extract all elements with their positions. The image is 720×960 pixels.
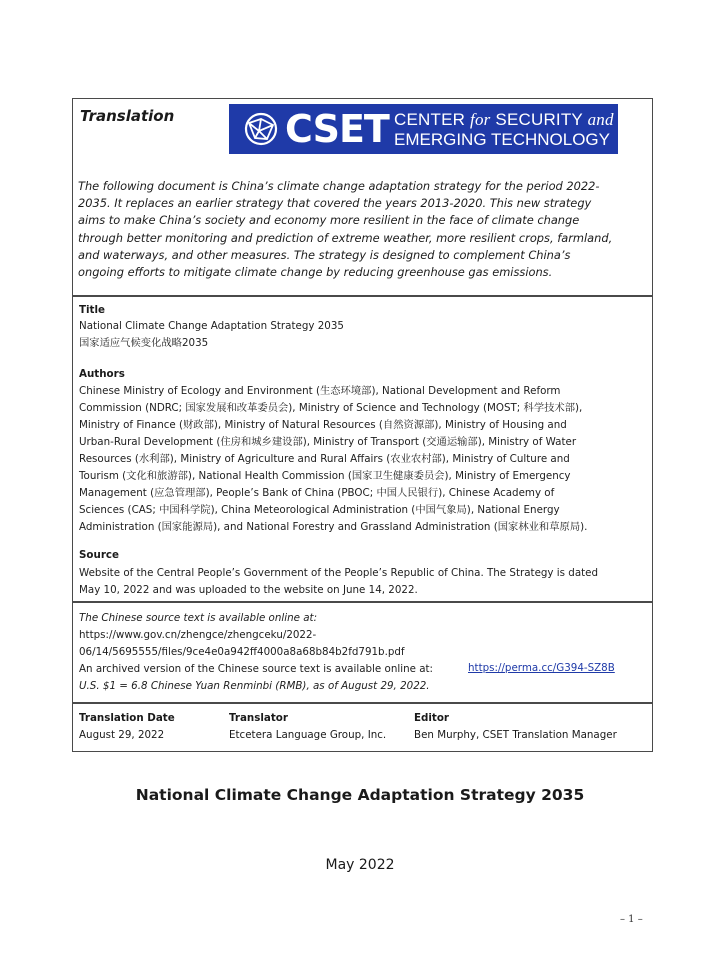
source-line: Website of the Central People’s Government of the People’s Republic of China. The Strategy is dated — [79, 567, 599, 579]
editor-label: Editor — [414, 712, 450, 724]
exchange-rate-note: U.S. $1 = 6.8 Chinese Yuan Renminbi (RMB), as of August 29, 2022. — [79, 680, 430, 692]
cset-logo — [229, 104, 618, 154]
translation-label: Translation — [80, 107, 175, 125]
logo-line-1: CENTER for SECURITY and — [394, 110, 614, 129]
intro-line: 2035. It replaces an earlier strategy that covered the years 2013-2020. This new strategy — [78, 196, 592, 211]
translation-date-label: Translation Date — [79, 712, 175, 724]
title-chinese: 国家适应气候变化战略2035 — [79, 337, 209, 349]
authors-heading: Authors — [79, 368, 125, 380]
authors-line: Commission (NDRC; 国家发展和改革委员会), Ministry of Science and Technology (MOST; 科学技术部), — [79, 402, 583, 414]
intro-line: The following document is China’s climate change adaptation strategy for the period 2022- — [78, 179, 600, 193]
intro-line: ongoing efforts to mitigate climate change by reducing greenhouse gas emissions. — [78, 265, 553, 280]
authors-line: Resources (水利部), Ministry of Agriculture and Rural Affairs (农业农村部), Ministry of Culture and — [79, 453, 570, 465]
logo-acronym: CSET — [285, 107, 389, 151]
intro-paragraph — [78, 178, 648, 281]
source-availability-note: The Chinese source text is available online at: — [79, 612, 318, 624]
title-heading: Title — [79, 304, 105, 316]
source-heading: Source — [79, 549, 119, 561]
credits-box — [72, 703, 653, 752]
authors-line: Ministry of Finance (财政部), Ministry of Natural Resources (自然资源部), Ministry of Housing and — [79, 419, 567, 431]
globe-network-icon — [243, 111, 279, 147]
authors-line: Management (应急管理部), People’s Bank of China (PBOC; 中国人民银行), Chinese Academy of — [79, 487, 555, 499]
document-date: May 2022 — [325, 857, 395, 873]
archived-link[interactable]: https://perma.cc/G394-SZ8B — [468, 662, 615, 674]
authors-line: Chinese Ministry of Ecology and Environment (生态环境部), National Development and Reform — [79, 385, 561, 397]
title-english: National Climate Change Adaptation Strategy 2035 — [79, 320, 344, 332]
intro-line: through better monitoring and prediction of extreme weather, more resilient crops, farmland, — [78, 230, 613, 245]
translator-value: Etcetera Language Group, Inc. — [229, 729, 387, 741]
authors-line: Urban-Rural Development (住房和城乡建设部), Ministry of Transport (交通运输部), Ministry of Water — [79, 436, 577, 448]
logo-line-2: EMERGING TECHNOLOGY — [394, 130, 610, 149]
authors-line: Administration (国家能源局), and National Forestry and Grassland Administration (国家林业和草原局). — [79, 521, 588, 533]
archived-note: An archived version of the Chinese source text is available online at: — [79, 663, 434, 675]
authors-line: Sciences (CAS; 中国科学院), China Meteorological Administration (中国气象局), National Energy — [79, 504, 560, 516]
intro-line: and waterways, and other measures. The strategy is designed to complement China’s — [78, 247, 571, 262]
editor-value: Ben Murphy, CSET Translation Manager — [414, 729, 617, 741]
source-url-line[interactable]: https://www.gov.cn/zhengce/zhengceku/2022- — [79, 629, 317, 641]
translation-date-value: August 29, 2022 — [79, 729, 165, 741]
translator-label: Translator — [229, 712, 288, 724]
document-title: National Climate Change Adaptation Strategy 2035 — [135, 786, 585, 804]
page-number: – 1 – — [620, 914, 643, 925]
source-url-line[interactable]: 06/14/5695555/files/9ce4e0a942ff4000a8a68b84b2fd791b.pdf — [79, 646, 405, 658]
intro-line: aims to make China’s society and economy more resilient in the face of climate change — [78, 213, 580, 228]
authors-line: Tourism (文化和旅游部), National Health Commission (国家卫生健康委员会), Ministry of Emergency — [79, 470, 571, 482]
source-line: May 10, 2022 and was uploaded to the website on June 14, 2022. — [79, 584, 418, 596]
